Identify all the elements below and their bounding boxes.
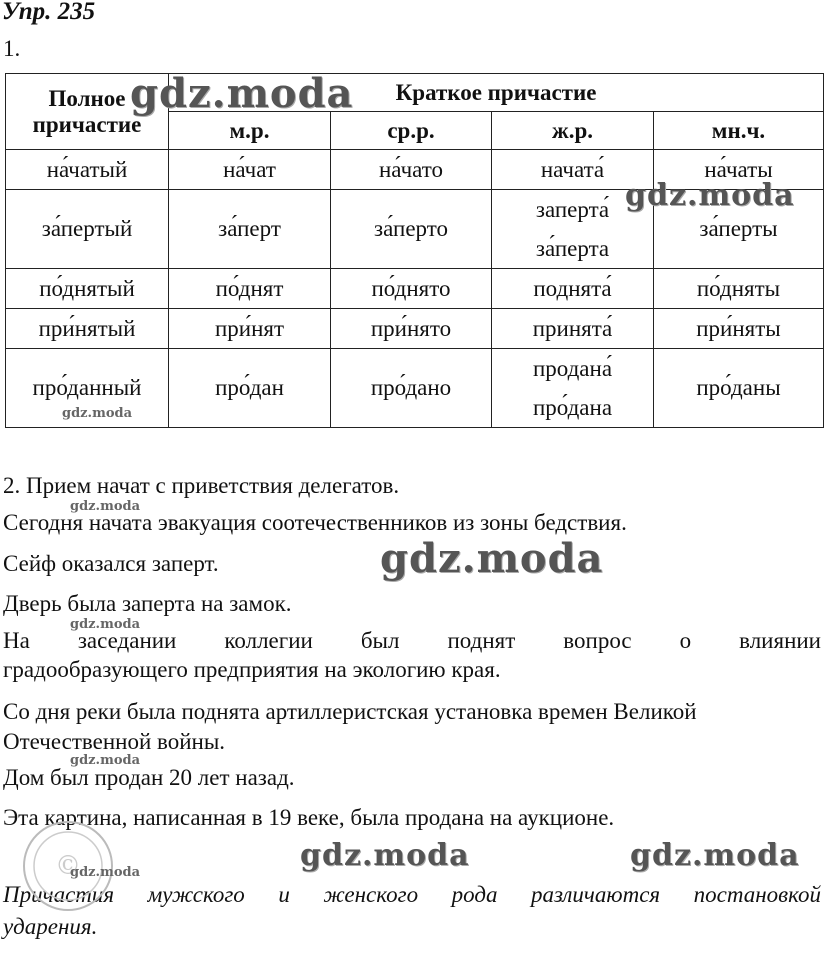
cell-full: про́данный bbox=[6, 349, 169, 428]
watermark-logo: gdz.moda bbox=[70, 865, 141, 880]
table-row bbox=[6, 190, 824, 269]
conclusion-line: Причастия мужского и женского рода различаются постановкой bbox=[3, 882, 821, 907]
watermark-logo: gdz.moda bbox=[70, 617, 141, 632]
header-short-participle: Краткое причастие bbox=[169, 74, 824, 112]
watermark-logo: gdz.moda bbox=[625, 178, 795, 213]
sentence: Отечественной войны. bbox=[3, 729, 226, 754]
header-neuter: ср.р. bbox=[331, 112, 492, 150]
sentence: 2. Прием начат с приветствия делегатов. bbox=[3, 473, 400, 498]
watermark-logo: gdz.moda bbox=[62, 406, 133, 421]
sentence: На заседании коллегии был поднят вопрос о влиянии bbox=[3, 628, 821, 653]
cell-masculine: за́перт bbox=[169, 190, 331, 269]
cell-neuter: про́дано bbox=[331, 349, 492, 428]
watermark-logo: gdz.moda bbox=[70, 753, 141, 768]
feminine-variant: за́перта bbox=[535, 236, 610, 261]
table-row bbox=[6, 150, 824, 190]
sentence: Сегодня начата эвакуация соотечественников из зоны бедствия. bbox=[3, 510, 627, 535]
cell-masculine: про́дан bbox=[169, 349, 331, 428]
cell-plural: на́чаты bbox=[654, 150, 824, 190]
header-full-participle: Полное причастие bbox=[6, 74, 169, 150]
cell-masculine: на́чат bbox=[169, 150, 331, 190]
feminine-variant: продана́ bbox=[532, 356, 613, 381]
sentence: градообразующего предприятия на экологию края. bbox=[3, 657, 501, 682]
header-masculine: м.р. bbox=[169, 112, 331, 150]
watermark-logo: gdz.moda bbox=[380, 535, 604, 582]
sentence: Со дня реки была поднята артиллеристская установка времен Великой bbox=[3, 699, 697, 724]
watermark-logo: gdz.moda bbox=[630, 838, 800, 873]
cell-feminine: начата́ bbox=[492, 150, 654, 190]
table-row bbox=[6, 309, 824, 349]
cell-masculine: при́нят bbox=[169, 309, 331, 349]
conclusion-line: ударения. bbox=[3, 914, 98, 939]
cell-feminine: принята́ bbox=[492, 309, 654, 349]
cell-feminine bbox=[492, 190, 654, 269]
header-feminine: ж.р. bbox=[492, 112, 654, 150]
header-plural: мн.ч. bbox=[654, 112, 824, 150]
cell-plural: про́даны bbox=[654, 349, 824, 428]
cell-full: при́нятый bbox=[6, 309, 169, 349]
svg-text:©: © bbox=[55, 851, 81, 881]
table-row bbox=[6, 269, 824, 309]
cell-neuter: по́днято bbox=[331, 269, 492, 309]
cell-plural: при́няты bbox=[654, 309, 824, 349]
table-row bbox=[6, 349, 824, 428]
cell-full: на́чатый bbox=[6, 150, 169, 190]
cell-full: за́пертый bbox=[6, 190, 169, 269]
cell-neuter: за́перто bbox=[331, 190, 492, 269]
watermark-logo: gdz.moda bbox=[300, 838, 470, 873]
sentence: Дверь была заперта на замок. bbox=[3, 591, 292, 616]
cell-feminine bbox=[492, 349, 654, 428]
cell-feminine: поднята́ bbox=[492, 269, 654, 309]
cell-masculine: по́днят bbox=[169, 269, 331, 309]
part-one-number: 1. bbox=[3, 36, 21, 61]
cell-full: по́днятый bbox=[6, 269, 169, 309]
feminine-variant: заперта́ bbox=[535, 197, 610, 222]
exercise-title: Упр. 235 bbox=[2, 0, 96, 25]
participle-table bbox=[5, 73, 824, 428]
feminine-variant: про́дана bbox=[532, 395, 613, 420]
sentence: Дом был продан 20 лет назад. bbox=[3, 765, 295, 790]
watermark-logo: gdz.moda bbox=[130, 70, 354, 117]
cell-plural: по́дняты bbox=[654, 269, 824, 309]
sentence: Сейф оказался заперт. bbox=[3, 551, 219, 576]
watermark-logo: gdz.moda bbox=[70, 499, 141, 514]
cell-neuter: на́чато bbox=[331, 150, 492, 190]
cell-plural: за́перты bbox=[654, 190, 824, 269]
cell-neuter: при́нято bbox=[331, 309, 492, 349]
sentence: Эта картина, написанная в 19 веке, была продана на аукционе. bbox=[3, 805, 615, 830]
